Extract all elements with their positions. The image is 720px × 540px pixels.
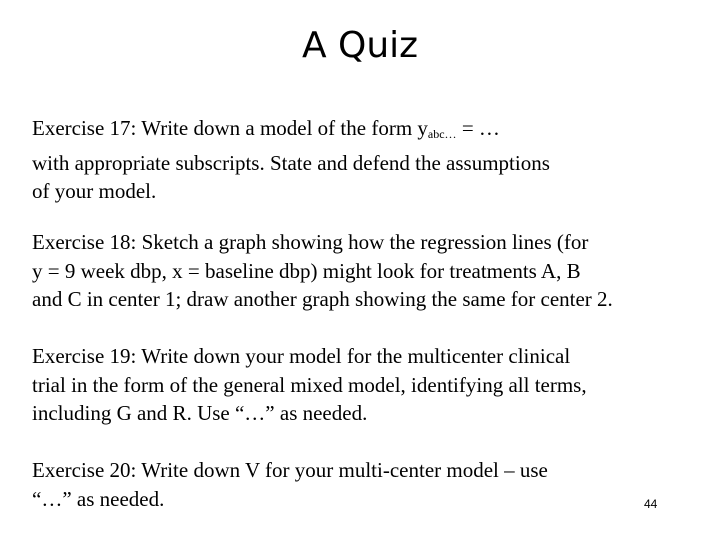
exercise-19-line-2: trial in the form of the general mixed model, identifying all terms, [32, 372, 587, 397]
page-number: 44 [644, 497, 658, 511]
exercise-17 [32, 114, 712, 206]
exercise-19-line-3: including G and R. Use “…” as needed. [32, 401, 368, 425]
exercise-18 [32, 228, 712, 314]
exercise-18-line-3: and C in center 1; draw another graph showing the same for center 2. [32, 287, 613, 311]
exercise-20-line-1: Exercise 20: Write down V for your multi-center model – use [32, 458, 548, 482]
slide-title: A Quiz [301, 25, 419, 66]
exercise-18-line-2: y = 9 week dbp, x = baseline dbp) might look for treatments A, B [32, 258, 581, 283]
exercise-17-line-1 [32, 114, 712, 149]
exercise-17-line-3: of your model. [32, 179, 157, 203]
exercise-17-line-2: with appropriate subscripts. State and defend the assumptions [32, 150, 550, 175]
exercise-19-line-1: Exercise 19: Write down your model for the multicenter clinical [32, 344, 571, 368]
exercise-20 [32, 456, 712, 513]
exercise-20-line-2: “…” as needed. [32, 486, 165, 511]
exercise-17-text-after-subscript: = … [456, 116, 500, 140]
subscript-abc: abc… [427, 127, 457, 141]
exercise-18-line-1: Exercise 18: Sketch a graph showing how the regression lines (for [32, 230, 589, 254]
exercise-19 [32, 342, 712, 428]
exercise-17-text-before-subscript: Exercise 17: Write down a model of the form y [32, 116, 428, 140]
